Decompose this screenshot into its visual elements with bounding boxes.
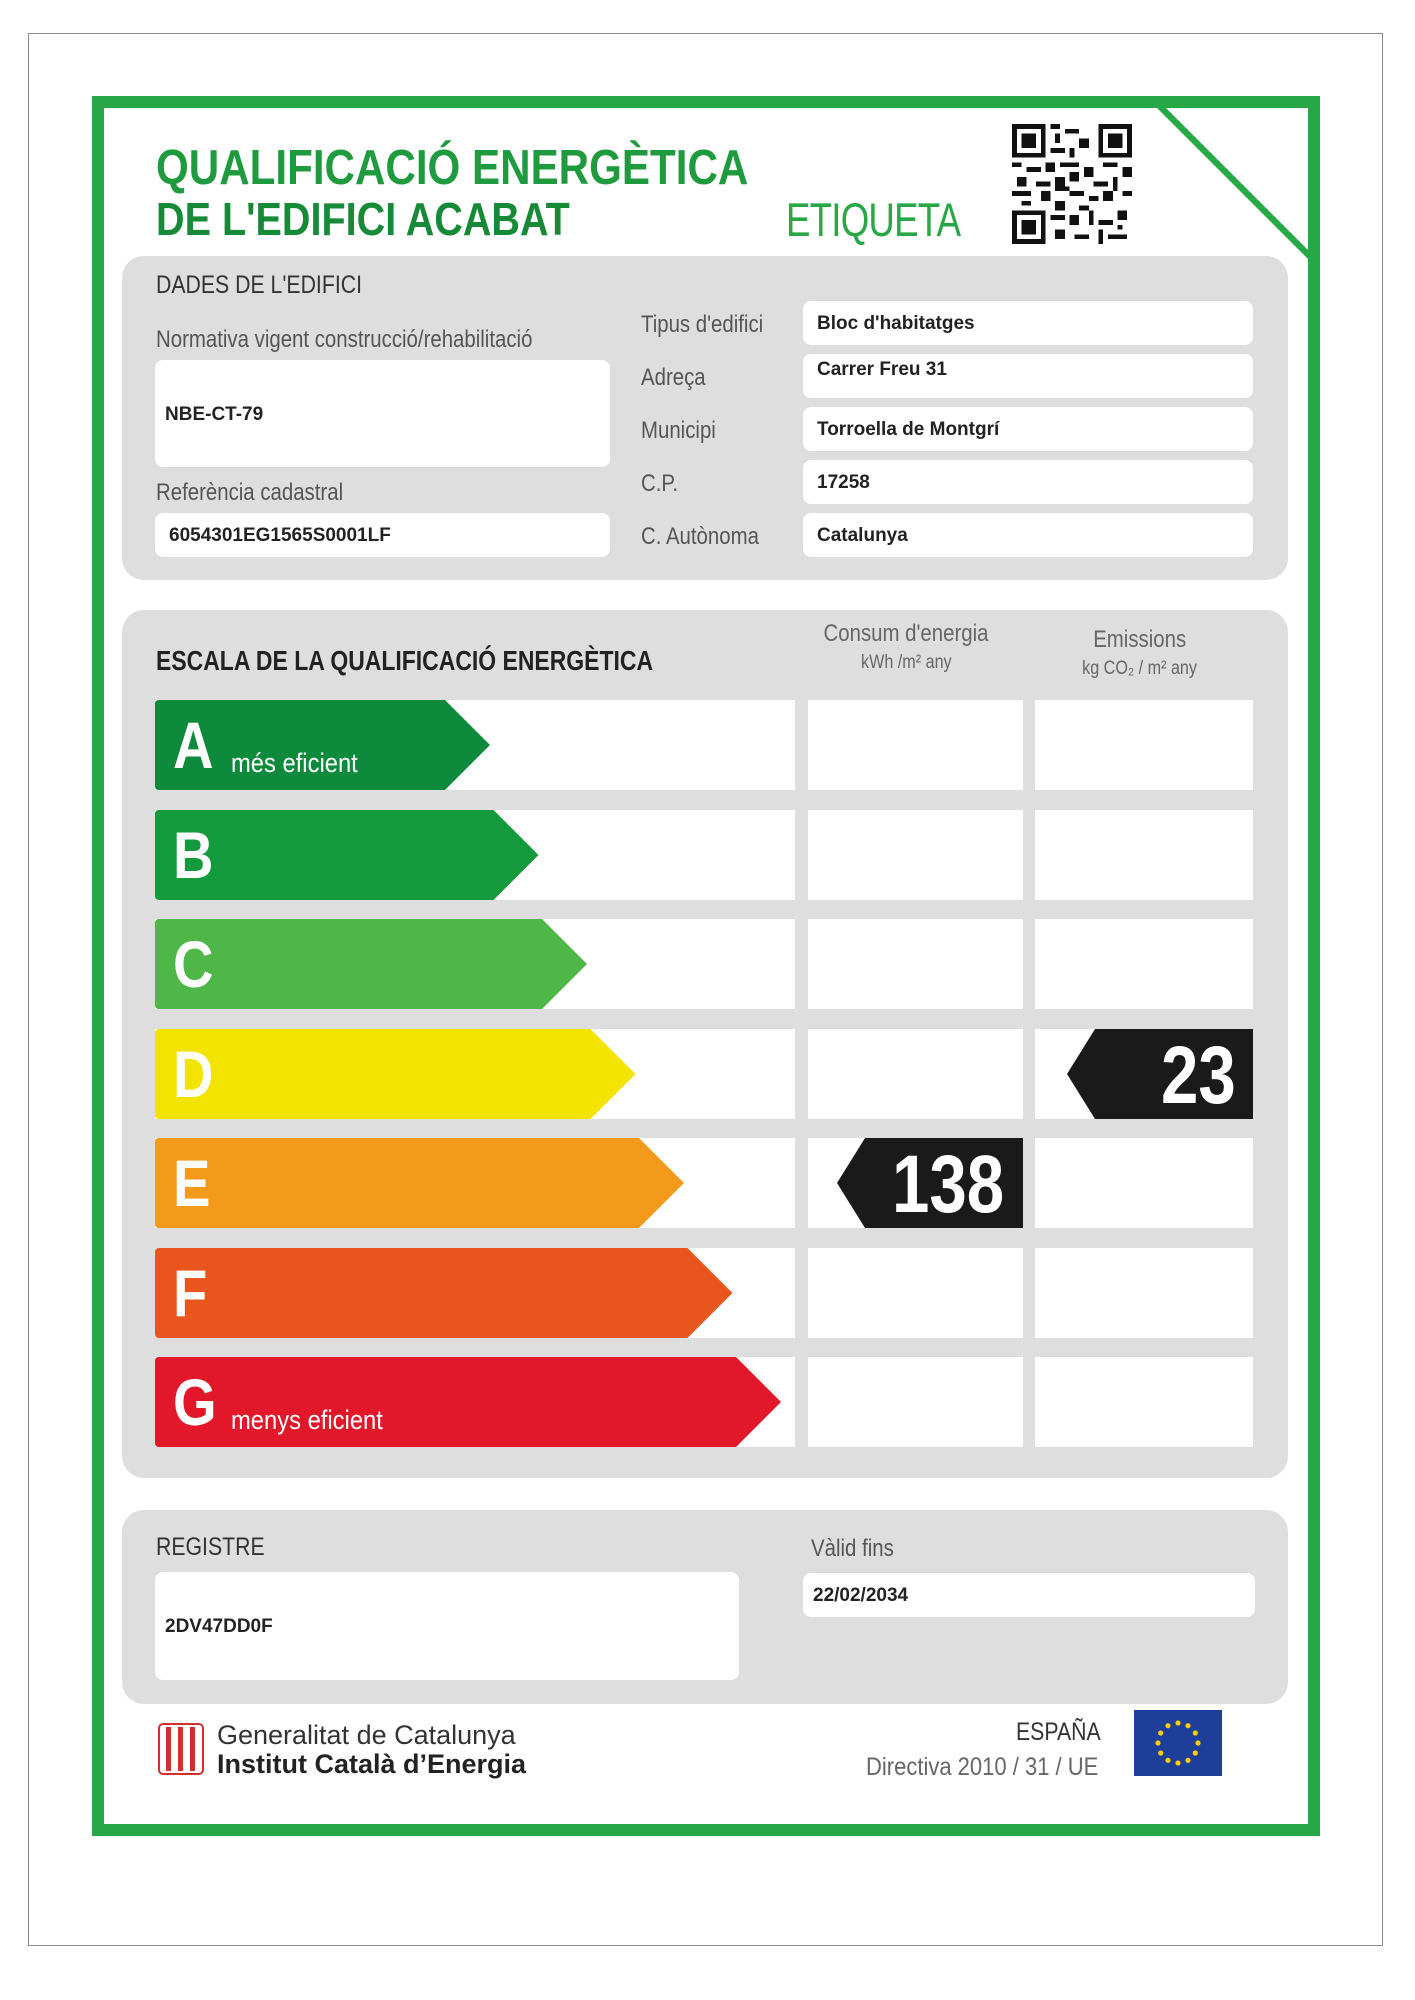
cp-label: C.P.: [641, 470, 679, 497]
grade-letter: E: [173, 1146, 211, 1220]
emissions-header-title: Emissions: [1093, 626, 1187, 653]
qr-code-icon[interactable]: [1012, 124, 1132, 244]
municipi-field[interactable]: Torroella de Montgrí: [803, 407, 1253, 451]
grade-letter: A: [173, 708, 214, 782]
valid-field[interactable]: 22/02/2034: [803, 1573, 1255, 1617]
normativa-label: Normativa vigent construcció/rehabilitació: [156, 326, 533, 353]
normativa-field[interactable]: NBE-CT-79: [155, 360, 610, 467]
emissions-header: [1034, 626, 1246, 680]
eu-star: [1175, 1720, 1180, 1725]
grade-arrow-shape: [155, 1248, 733, 1338]
grade-letter: F: [173, 1255, 208, 1330]
grade-letter: B: [173, 817, 214, 892]
etiqueta-label: ETIQUETA: [786, 193, 961, 246]
grade-letter: C: [173, 927, 214, 1001]
directive-label: Directiva 2010 / 31 / UE: [866, 1753, 1099, 1781]
adreca-label: Adreça: [641, 364, 706, 391]
tipus-label: Tipus d'edifici: [641, 311, 764, 338]
emissions-cell: [1035, 700, 1253, 790]
org-line2: Institut Català d’Energia: [217, 1749, 527, 1779]
municipi-label: Municipi: [641, 417, 716, 444]
eu-star: [1158, 1730, 1163, 1735]
eu-star: [1185, 1723, 1190, 1728]
valid-label: Vàlid fins: [811, 1535, 894, 1562]
tipus-field[interactable]: Bloc d'habitatges: [803, 301, 1253, 345]
consum-cell: [808, 700, 1023, 790]
grade-arrow-c: [155, 919, 592, 1009]
consum-cell: [808, 1357, 1023, 1447]
ref-cadastral-field[interactable]: 6054301EG1565S0001LF: [155, 513, 610, 557]
grade-letter: D: [173, 1036, 214, 1111]
grade-arrow-e: [155, 1138, 689, 1228]
grade-note: menys eficient: [231, 1405, 383, 1435]
grade-arrow-shape: [155, 919, 587, 1009]
registre-field[interactable]: 2DV47DD0F: [155, 1572, 739, 1680]
eu-star: [1193, 1730, 1198, 1735]
consum-cell: [808, 1248, 1023, 1338]
consum-header-title: Consum d'energia: [823, 620, 989, 647]
autonoma-field[interactable]: Catalunya: [803, 513, 1253, 557]
registre-label: REGISTRE: [156, 1533, 265, 1561]
eu-star: [1165, 1758, 1170, 1763]
country-label: ESPAÑA: [1016, 1718, 1101, 1746]
consum-cell: [808, 919, 1023, 1009]
emissions-header-unit: kg CO₂ / m² any: [1082, 658, 1198, 679]
emissions-cell: [1035, 1357, 1253, 1447]
emissions-cell: [1035, 810, 1253, 900]
corner-decoration-inner: [1166, 108, 1308, 250]
building-section-title: DADES DE L'EDIFICI: [156, 271, 362, 299]
grade-arrow-f: [155, 1248, 738, 1338]
cp-field[interactable]: 17258: [803, 460, 1253, 504]
scale-title: ESCALA DE LA QUALIFICACIÓ ENERGÈTICA: [156, 645, 654, 676]
grade-arrow-shape: [155, 1138, 684, 1228]
consum-value: 138: [892, 1139, 1005, 1230]
generalitat-logo-icon: [158, 1723, 204, 1775]
eu-star: [1165, 1723, 1170, 1728]
title-line2: DE L'EDIFICI ACABAT: [156, 193, 570, 245]
autonoma-label: C. Autònoma: [641, 523, 759, 550]
emissions-cell: [1035, 1138, 1253, 1228]
consum-header-unit: kWh /m² any: [860, 652, 952, 673]
grade-note: més eficient: [231, 748, 358, 778]
grade-arrow-d: [155, 1029, 641, 1119]
eu-star: [1155, 1740, 1160, 1745]
consum-cell: [808, 1029, 1023, 1119]
emissions-value: 23: [1161, 1029, 1236, 1121]
consum-cell: [808, 810, 1023, 900]
eu-star: [1175, 1760, 1180, 1765]
eu-star: [1185, 1758, 1190, 1763]
org-line1: Generalitat de Catalunya: [217, 1720, 516, 1750]
eu-star: [1195, 1740, 1200, 1745]
eu-flag-icon: [1134, 1710, 1222, 1776]
ref-cadastral-label: Referència cadastral: [156, 479, 344, 506]
title-line1: QUALIFICACIÓ ENERGÈTICA: [156, 141, 749, 195]
eu-flag-background: [1134, 1710, 1222, 1776]
emissions-cell: [1035, 1248, 1253, 1338]
emissions-cell: [1035, 919, 1253, 1009]
grade-letter: G: [173, 1365, 217, 1439]
eu-star: [1158, 1750, 1163, 1755]
grade-arrow-shape: [155, 1029, 636, 1119]
adreca-field[interactable]: Carrer Freu 31: [803, 354, 1253, 398]
consum-header: [800, 620, 1012, 674]
eu-star: [1193, 1750, 1198, 1755]
